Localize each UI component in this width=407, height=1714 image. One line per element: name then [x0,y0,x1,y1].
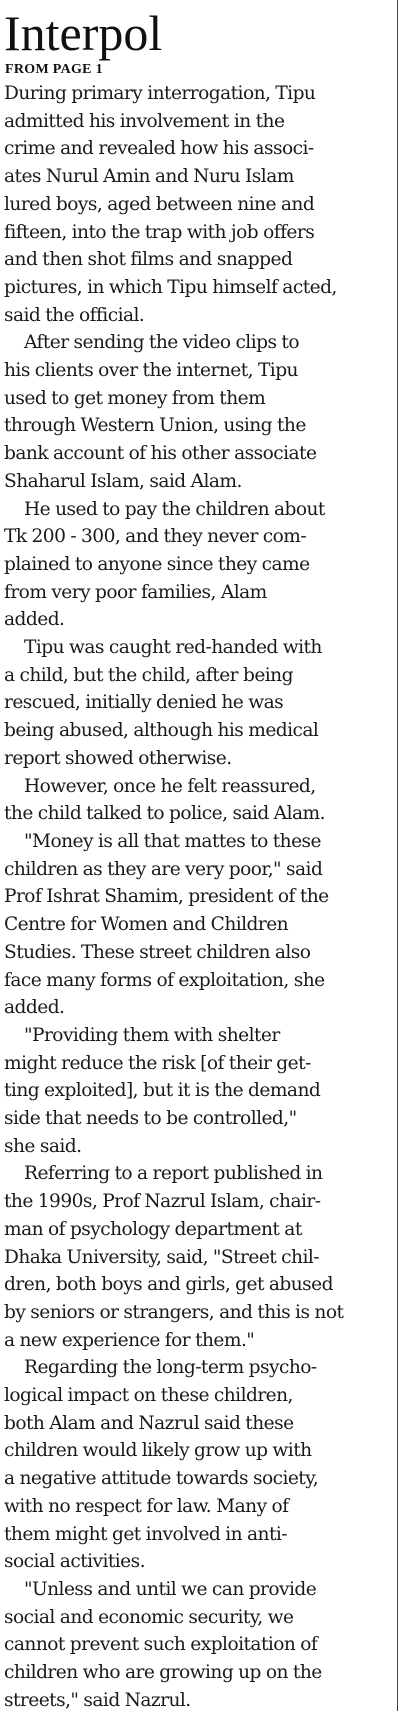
text-line: bank account of his other associate [4,443,317,465]
text-line: said the official. [4,304,145,326]
text-line: pictures, in which Tipu himself acted, [4,276,337,298]
text-line: He used to pay the children about [24,498,325,520]
paragraph-6 [4,828,398,1022]
paragraph-1 [4,80,398,329]
text-line: ates Nurul Amin and Nuru Islam [4,166,294,188]
text-line: cannot prevent such exploitation of [4,1634,318,1656]
text-line: both Alam and Nazrul said these [4,1412,294,1434]
text-line: his clients over the internet, Tipu [4,360,298,382]
text-line: After sending the video clips to [24,332,299,354]
text-line: social and economic security, we [4,1606,294,1628]
text-line: she said. [4,1135,82,1157]
text-line: Shaharul Islam, said Alam. [4,470,242,492]
text-line: admitted his involvement in the [4,110,285,132]
paragraph-10 [4,1576,398,1714]
text-line: Studies. These street children also [4,941,311,963]
text-line: being abused, although his medical [4,720,319,742]
text-line: face many forms of exploitation, she [4,969,325,991]
text-line: "Providing them with shelter [24,1024,280,1046]
paragraph-2 [4,329,398,495]
column-rule [397,0,398,1711]
text-line: Tk 200 - 300, and they never com- [4,526,307,548]
text-line: might reduce the risk [of their get- [4,1052,311,1074]
text-line: by seniors or strangers, and this is not [4,1301,344,1323]
text-line: a negative attitude towards society, [4,1468,319,1490]
article-column [4,0,398,1711]
text-line: Regarding the long-term psycho- [24,1357,317,1379]
article-body [4,80,398,1714]
text-line: side that needs to be controlled," [4,1108,297,1130]
text-line: fifteen, into the trap with job offers [4,221,315,243]
text-line: social activities. [4,1551,145,1573]
text-line: "Money is all that mattes to these [24,830,321,852]
text-line: added. [4,997,65,1019]
text-line: ting exploited], but it is the demand [4,1080,321,1102]
paragraph-4 [4,634,398,773]
text-line: with no respect for law. Many of [4,1495,289,1517]
text-line: the child talked to police, said Alam. [4,803,325,825]
text-line: plained to anyone since they came [4,553,310,575]
text-line: logical impact on these children, [4,1385,293,1407]
text-line: During primary interrogation, Tipu [4,83,316,104]
text-line: rescued, initially denied he was [4,692,284,714]
paragraph-9 [4,1354,398,1576]
text-line: from very poor families, Alam [4,581,267,603]
text-line: Tipu was caught red-handed with [24,637,322,659]
paragraph-5 [4,773,398,828]
text-line: report showed otherwise. [4,747,232,769]
jump-label: FROM PAGE 1 [5,62,103,77]
paragraph-3 [4,496,398,635]
text-line: streets," said Nazrul. [4,1689,191,1711]
text-line: added. [4,609,65,631]
text-line: lured boys, aged between nine and [4,193,315,215]
text-line: a new experience for them." [4,1329,255,1351]
text-line: them might get involved in anti- [4,1523,288,1545]
headline: Interpol [4,5,163,61]
text-line: Referring to a report published in [24,1163,323,1185]
text-line: a child, but the child, after being [4,664,293,686]
text-line: man of psychology department at [4,1218,302,1240]
text-line: and then shot films and snapped [4,249,293,271]
text-line: through Western Union, using the [4,415,306,437]
text-line: However, once he felt reassured, [24,775,316,797]
paragraph-8 [4,1160,398,1354]
paragraph-7 [4,1022,398,1161]
text-line: Prof Ishrat Shamim, president of the [4,886,329,908]
text-line: "Unless and until we can provide [24,1578,317,1600]
text-line: children would likely grow up with [4,1440,312,1462]
text-line: Centre for Women and Children [4,914,289,936]
text-line: used to get money from them [4,387,266,409]
text-line: Dhaka University, said, "Street chil- [4,1246,319,1268]
text-line: the 1990s, Prof Nazrul Islam, chair- [4,1191,321,1213]
text-line: dren, both boys and girls, get abused [4,1274,333,1296]
text-line: crime and revealed how his associ- [4,138,314,160]
text-line: children who are growing up on the [4,1662,322,1684]
text-line: children as they are very poor," said [4,858,323,880]
